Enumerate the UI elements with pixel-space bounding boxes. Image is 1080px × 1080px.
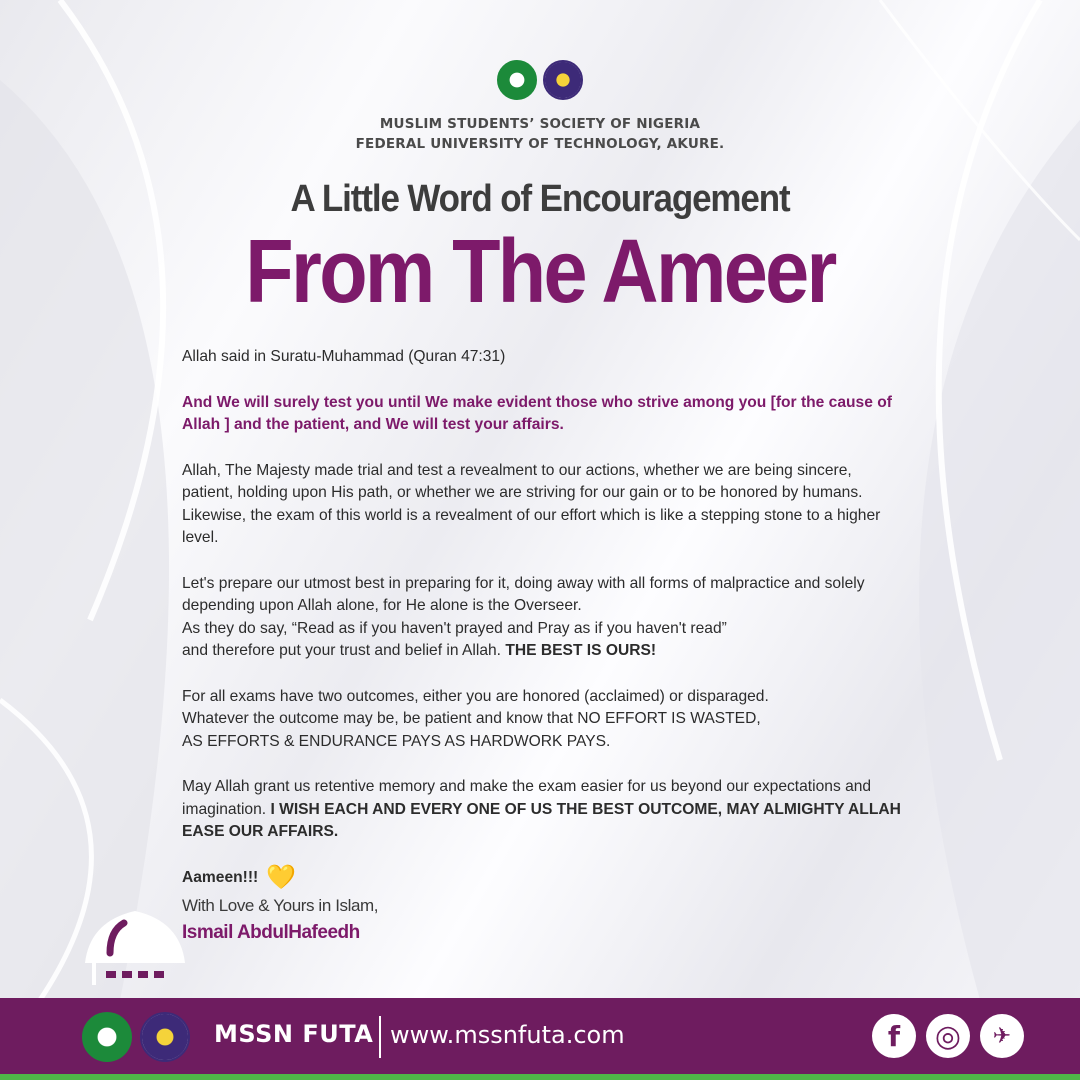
organization-name: [0, 114, 1080, 154]
mssn-logo-icon: [497, 60, 537, 100]
org-line-2: FEDERAL UNIVERSITY OF TECHNOLOGY, AKURE.: [355, 136, 725, 152]
paragraph-4-emphasis: I WISH EACH AND EVERY ONE OF US THE BEST OUTCOME, MAY ALMIGHTY ALLAH EASE OUR AFFAIRS.: [182, 800, 901, 840]
aameen-line: [182, 863, 902, 891]
header-logos: [0, 60, 1080, 100]
paragraph-4: [182, 776, 902, 844]
footer-divider: [379, 1016, 381, 1058]
signoff: With Love & Yours in Islam,: [182, 896, 379, 915]
intro-line: Allah said in Suratu-Muhammad (Quran 47:31): [182, 348, 506, 365]
paragraph-2-emphasis: THE BEST IS OURS!: [505, 642, 657, 659]
paragraph-1: Allah, The Majesty made trial and test a revealment to our actions, whether we are being sincere, patient, holding upon His path, or whether we are striving for our gain or to be honored by humans. Likewise, the exam of this world is a revealment of our effort which is like a stepping stone to a higher level.: [182, 461, 881, 546]
futa-logo-icon: [543, 60, 583, 100]
footer-strip: [0, 1074, 1080, 1080]
social-links: [872, 1014, 1024, 1058]
quran-verse: And We will surely test you until We make evident those who strive among you [for the cause of Allah ] and the patient, and We will test your affairs.: [182, 393, 892, 433]
heart-icon: 💛: [266, 863, 297, 891]
footer-logos: [82, 1012, 190, 1062]
mosque-icon: [80, 893, 190, 988]
facebook-icon[interactable]: f: [872, 1014, 916, 1058]
paragraph-4-text: May Allah grant us retentive memory and make the exam easier for us beyond our expectations and imagination.: [182, 778, 872, 818]
aameen-text: Aameen!!!: [182, 868, 259, 886]
footer-brand: MSSN FUTA: [214, 1020, 374, 1048]
message-body: [182, 346, 902, 912]
paragraph-2: [182, 573, 902, 663]
futa-logo-icon: [140, 1012, 190, 1062]
signature-name: Ismail AbdulHafeedh: [182, 922, 360, 943]
twitter-icon[interactable]: ✈: [980, 1014, 1024, 1058]
website-link[interactable]: www.mssnfuta.com: [390, 1021, 625, 1049]
instagram-icon[interactable]: ◎: [926, 1014, 970, 1058]
paragraph-2-text: Let's prepare our utmost best in preparing for it, doing away with all forms of malpractice and solely depending upon Allah alone, for He alone is the Overseer. As they do say, “Read as if you haven't prayed and Pray as if you haven't read” and therefore put your trust and belief in Allah.: [182, 574, 865, 659]
paragraph-3: For all exams have two outcomes, either you are honored (acclaimed) or disparaged. Whatever the outcome may be, be patient and know that NO EFFORT IS WASTED, AS EFFORTS & ENDURANCE PAYS AS HARDWORK PAYS.: [182, 687, 769, 750]
org-line-1: MUSLIM STUDENTS’ SOCIETY OF NIGERIA: [379, 116, 701, 132]
mssn-logo-icon: [82, 1012, 132, 1062]
kicker-heading: A Little Word of Encouragement: [290, 178, 790, 220]
page-title: From The Ameer: [245, 222, 835, 322]
